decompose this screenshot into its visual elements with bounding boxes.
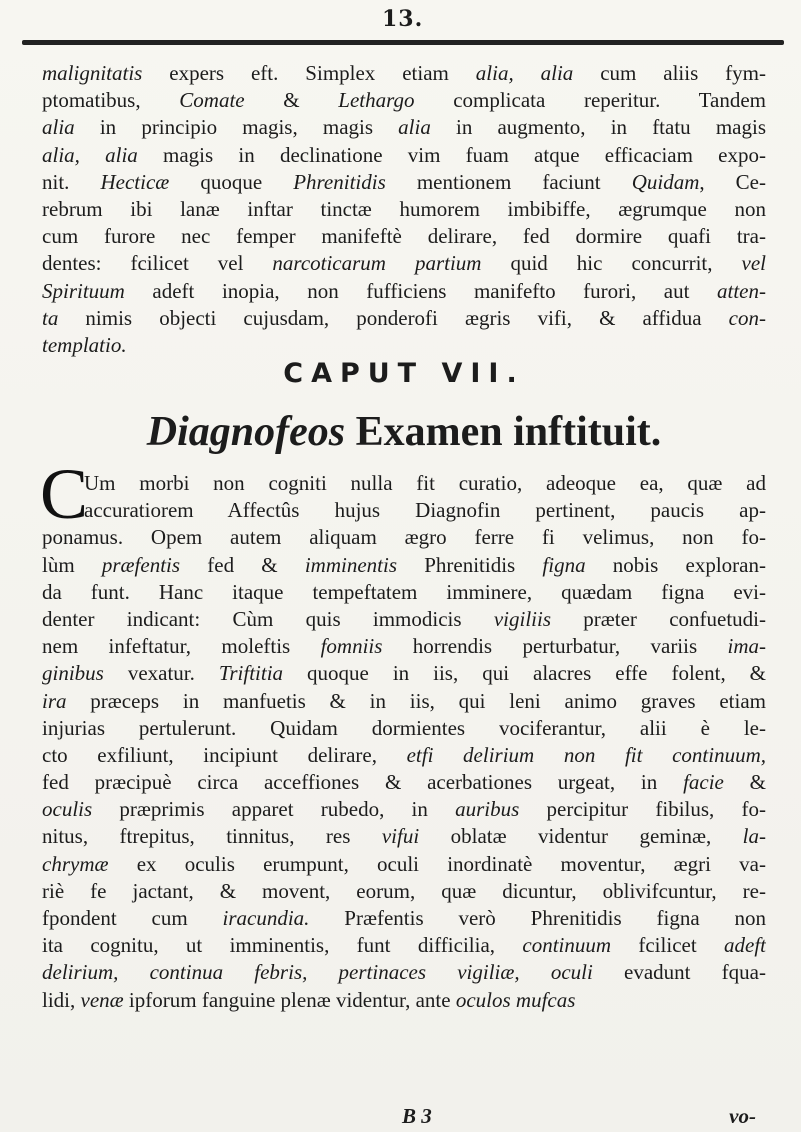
text-run: nem infeftatur, moleftis [42,634,321,659]
italic-run: iracundia. [222,906,310,930]
text-run: rebrum ibi lanæ inftar tinctæ humorem imbibiffe, ægrumque non [42,196,766,221]
text-run: Um morbi non cogniti nulla fit curatio, adeoque ea, quæ ad [84,471,766,495]
text-run: fcilicet [611,933,725,958]
text-run: nimis objecti cujusdam, ponderofi ægris vifi, & affidua [58,305,729,330]
text-run: cto exfiliunt, incipiunt delirare, [42,742,407,767]
text-line [42,633,766,660]
italic-run: auribus [455,797,520,822]
text-line [42,250,766,277]
text-line [42,878,766,905]
text-run: nit. [42,169,101,194]
italic-run: oculos mufcas [455,987,576,1012]
italic-run: ginibus [42,661,104,686]
italic-run: vel [741,251,766,276]
section-heading-italic: Diagnofeos [146,409,346,455]
text-run: da funt. Hanc itaque tempeftatem imminere, quædam figna evi- [42,579,766,604]
text-run: fpondent cum [42,906,223,930]
italic-run: la- [742,824,766,849]
text-run: vexatur. [103,661,219,686]
text-run: accuratiorem Affectûs hujus Diagnofin pertinent, paucis ap- [84,498,766,523]
text-line [42,579,766,606]
text-run: mentionem faciunt [385,169,632,194]
italic-run: venæ [80,987,124,1012]
italic-run: figna [542,552,586,577]
text-run: lidi, [42,987,81,1012]
italic-run: narcoticarum partium [272,251,482,276]
text-run: fed & [180,552,305,577]
italic-run: malignitatis [42,61,143,85]
page-number: 13. [382,6,424,32]
text-run: cum furore nec femper manifeftè delirare, fed dormire quafi tra- [42,224,766,249]
text-line [42,497,766,524]
text-line [42,470,766,497]
text-run: lùm [42,552,102,577]
catchword: vo- [729,1104,756,1128]
italic-run: Comate [179,88,245,113]
italic-run: ira [42,688,67,713]
chapter-heading: CAPUT VII. [283,358,525,389]
italic-run: alia [398,115,431,140]
text-run: cum aliis fym- [573,61,766,85]
text-run: oblatæ videntur geminæ, [419,824,743,849]
text-line [42,905,766,932]
text-run: quoque [169,169,294,194]
italic-run: atten- [717,278,766,303]
text-line [42,688,766,715]
text-run: Præfentis verò Phrenitidis figna non [309,906,766,930]
text-run: & [723,770,766,795]
text-run: in principio magis, magis [74,115,399,140]
text-line [42,932,766,959]
text-run: riè fe jactant, & movent, eorum, quæ dicuntur, oblivifcuntur, re- [42,878,766,903]
italic-run: præfentis [101,552,181,577]
italic-run: Lethargo [338,88,415,113]
text-line [42,169,766,196]
text-line [42,606,766,633]
italic-run: alia, alia [42,142,138,167]
italic-run: Phrenitidis [293,169,386,194]
text-run: & [244,88,339,113]
italic-run: Quidam [631,169,700,194]
italic-run: adeft [724,933,766,958]
text-line [42,715,766,742]
italic-run: etfi delirium non fit continuum, [406,742,766,767]
text-run: horrendis perturbatur, variis [382,634,728,659]
paragraph-continuation [42,60,766,359]
text-line [42,142,766,169]
text-line [42,959,766,986]
text-line [42,742,766,769]
text-line [42,87,766,114]
text-line [42,305,766,332]
text-run: ponamus. Opem autem aliquam ægro ferre fi velimus, non fo- [42,525,766,550]
text-line [42,851,766,878]
text-run: ex oculis erumpunt, oculi inordinatè moventur, ægri va- [108,851,766,876]
text-run: præceps in manfuetis & in iis, qui leni animo graves etiam [66,688,766,713]
text-run: expers eft. Simplex etiam [142,61,476,85]
text-run: nitus, ftrepitus, tinnitus, res [42,824,382,849]
text-line [42,987,766,1014]
text-line [42,796,766,823]
italic-run: delirium, continua febris, pertinaces vigiliæ, oculi [42,960,593,985]
text-line [42,223,766,250]
italic-run: continuum [522,933,612,958]
text-run: Phrenitidis [397,552,543,577]
text-run: fed præcipuè circa acceffiones & acerbationes urgeat, in [42,770,684,795]
text-line [42,769,766,796]
text-run: ipforum fanguine plenæ videntur, ante [123,987,456,1012]
italic-run: alia, alia [475,61,574,85]
text-run: complicata reperitur. Tandem [414,88,766,113]
text-run: ita cognitu, ut imminentis, funt difficilia, [42,933,523,958]
text-line [42,114,766,141]
italic-run: oculis [42,797,93,822]
paragraph-diagnosis [42,470,766,1014]
text-run: magis in declinatione vim fuam atque efficaciam expo- [137,142,766,167]
section-heading [42,408,766,456]
text-run: , Ce- [699,169,766,194]
text-run: ptomatibus, [42,88,180,113]
italic-run: templatio. [42,332,127,357]
text-line [42,278,766,305]
text-run: quoque in iis, qui alacres effe folent, & [283,661,766,686]
text-line [42,196,766,223]
italic-run: ima- [727,634,766,659]
text-run: percipitur fibilus, fo- [519,797,766,822]
text-line [42,823,766,850]
section-heading-roman: Examen inftituit. [345,409,662,455]
italic-run: fomniis [320,634,383,659]
text-run: in augmento, in ftatu magis [430,115,766,140]
text-run: adeft inopia, non fufficiens manifefto furori, aut [124,278,718,303]
text-run: præprimis apparet rubedo, in [92,797,456,822]
italic-run: imminentis [304,552,397,577]
header-rule [22,40,784,45]
text-run: injurias pertulerunt. Quidam dormientes vociferantur, alii è le- [42,715,766,740]
text-line [42,552,766,579]
text-run: denter indicant: Cùm quis immodicis [42,606,494,631]
text-run: quid hic concurrit, [481,251,742,276]
italic-run: vigiliis [493,606,551,631]
text-line [42,332,766,359]
italic-run: Hecticæ [100,169,170,194]
text-line [42,60,766,87]
italic-run: chrymæ [42,851,109,876]
text-run: evadunt fqua- [592,960,766,985]
italic-run: Spirituum [42,278,125,303]
italic-run: alia [42,115,75,140]
italic-run: facie [683,770,724,795]
text-run: dentes: fcilicet vel [42,251,273,276]
text-line [42,660,766,687]
italic-run: con- [728,305,766,330]
drop-cap: C [40,454,89,534]
text-line [42,524,766,551]
signature-mark: B 3 [402,1104,432,1128]
italic-run: ta [42,305,59,330]
text-run: præter confuetudi- [551,606,766,631]
italic-run: vifui [381,824,420,849]
italic-run: Triftitia [218,661,284,686]
text-run: nobis exploran- [585,552,766,577]
page-footer [42,1104,766,1132]
